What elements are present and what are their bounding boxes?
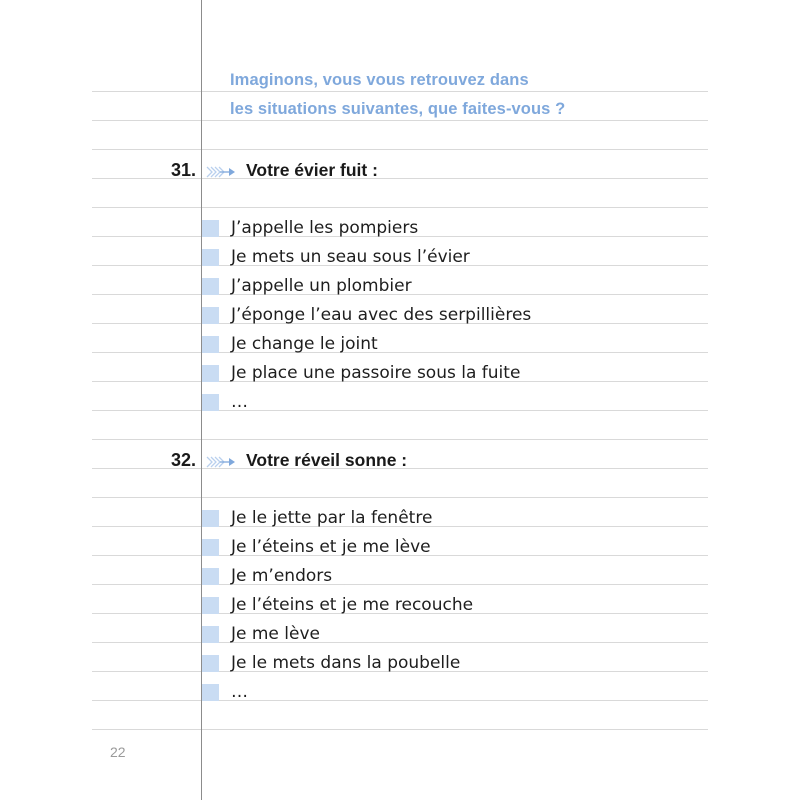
rule-line <box>92 439 708 440</box>
question-number: 32. <box>170 450 196 470</box>
rule-line <box>92 149 708 150</box>
option-label: Je me lève <box>231 624 321 644</box>
option-label: J’appelle les pompiers <box>231 218 419 238</box>
option-label: Je mets un seau sous l’évier <box>231 247 470 267</box>
option-item[interactable] <box>202 305 702 325</box>
checkbox[interactable] <box>202 249 219 266</box>
question-title: Votre réveil sonne : <box>246 450 408 470</box>
chevron-arrow-icon <box>206 166 236 178</box>
checkbox[interactable] <box>202 307 219 324</box>
option-item[interactable] <box>202 218 702 238</box>
question-title: Votre évier fuit : <box>246 160 378 180</box>
chevron-arrow-icon <box>206 456 236 468</box>
intro-heading-line-2: les situations suivantes, que faites-vous ? <box>230 100 566 118</box>
option-item[interactable] <box>202 276 702 296</box>
option-item[interactable] <box>202 653 702 673</box>
checkbox[interactable] <box>202 597 219 614</box>
checkbox[interactable] <box>202 568 219 585</box>
option-item[interactable] <box>202 247 702 267</box>
rule-line <box>92 120 708 121</box>
option-label: Je change le joint <box>231 334 378 354</box>
option-label: Je place une passoire sous la fuite <box>231 363 521 383</box>
rule-line <box>92 91 708 92</box>
option-label: J’appelle un plombier <box>231 276 412 296</box>
intro-heading-line-1: Imaginons, vous vous retrouvez dans <box>230 71 529 89</box>
option-item[interactable] <box>202 682 702 702</box>
page-number: 22 <box>110 744 126 760</box>
option-label: Je l’éteins et je me recouche <box>231 595 474 615</box>
checkbox[interactable] <box>202 684 219 701</box>
checkbox[interactable] <box>202 626 219 643</box>
option-label: J’éponge l’eau avec des serpillières <box>231 305 532 325</box>
option-label: Je le mets dans la poubelle <box>231 653 461 673</box>
checkbox[interactable] <box>202 220 219 237</box>
checkbox[interactable] <box>202 510 219 527</box>
option-item[interactable] <box>202 624 702 644</box>
rule-line <box>92 207 708 208</box>
option-item[interactable] <box>202 392 702 412</box>
option-item[interactable] <box>202 363 702 383</box>
option-label: Je le jette par la fenêtre <box>231 508 433 528</box>
option-label: Je m’endors <box>231 566 333 586</box>
option-item[interactable] <box>202 595 702 615</box>
option-label: … <box>231 682 248 702</box>
option-label: Je l’éteins et je me lève <box>231 537 431 557</box>
checkbox[interactable] <box>202 336 219 353</box>
checkbox[interactable] <box>202 394 219 411</box>
checkbox[interactable] <box>202 655 219 672</box>
rule-line <box>92 497 708 498</box>
option-item[interactable] <box>202 537 702 557</box>
rule-line <box>92 729 708 730</box>
option-item[interactable] <box>202 508 702 528</box>
checkbox[interactable] <box>202 539 219 556</box>
checkbox[interactable] <box>202 365 219 382</box>
option-label: … <box>231 392 248 412</box>
option-item[interactable] <box>202 566 702 586</box>
question-number: 31. <box>170 160 196 180</box>
checkbox[interactable] <box>202 278 219 295</box>
option-item[interactable] <box>202 334 702 354</box>
